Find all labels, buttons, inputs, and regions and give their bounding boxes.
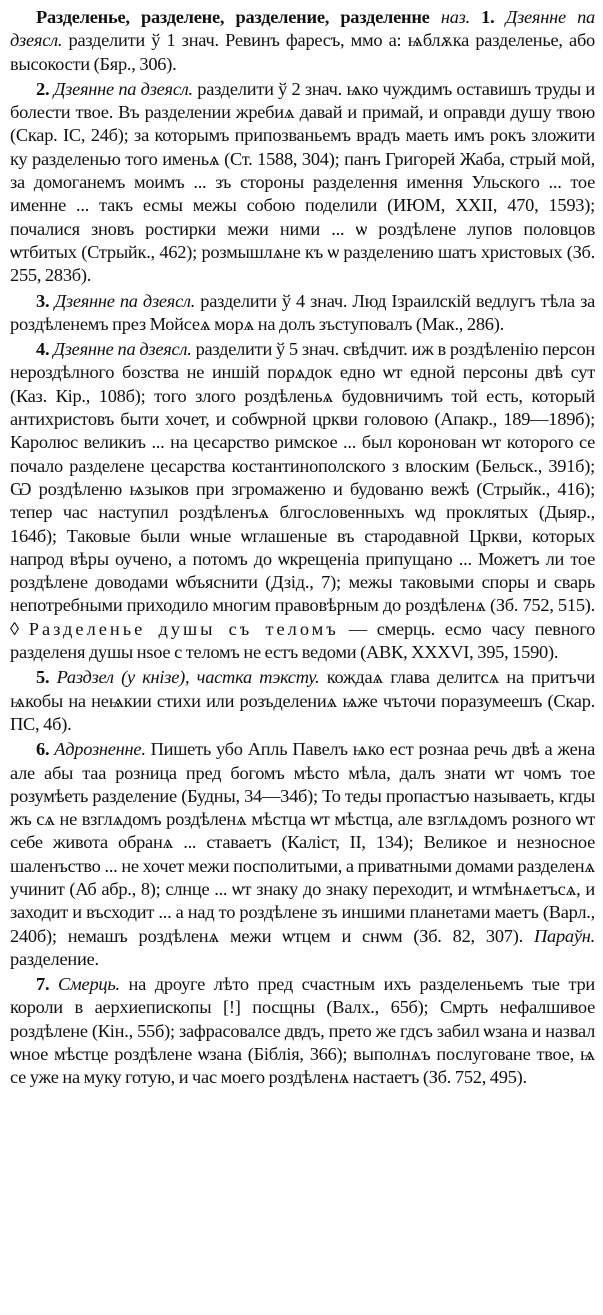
idiom-citation: — смерць. есмо часу певного разделеня душы нѕое с теломъ не естъ ведоми (АВК, XXXVI, 395, 1590). (10, 618, 596, 663)
dictionary-sense-4 (10, 338, 595, 664)
sense-citations: разделити ў 5 знач. свѣдчит. иж в роздѣленію персон нероздѣлного бозства не иншій порѧдок едно ѡт едной персоны двѣ сут (Каз. Кір., 108б); того злого роздѣленьѧ будовничимъ той есть, который антихристовъ быти хочет, и собѡрной цркви головою (Апакр., 189—189б); Кaролюс великиъ ... на цесарство римское ... был коронован ѡт которого се почало разделене цесарства костантинополского з влоским (Бельск., 391б); Ѡ роздѣленю ѩзыков при згромаженю и будованю вежѣ (Стрыйк., 416); тепер час наступил роздѣленъѧ блгословенныхъ ѡд проклятых (Дыяр., 164б); Таковые были ѡные ѡглашеные въ стародавной Цркви, которых напрод вѣры оучено, а потомъ до ѡкрещеніа припущано ... Можетъ ли тое роздѣлене доводами ѡбъяснити (Дзід., 7); межы таковыми споры и сварь непотребными приходило многим правовѣрным до роздѣленѧ (Зб. 752, 515). ◊ (10, 339, 595, 639)
dictionary-sense-2 (10, 78, 595, 288)
sense-citations: разделити ў 4 знач. Люд Ізраилскій ведлугъ тѣла за роздѣленемъ през Мойсеѧ морѧ на долъ зъступовалъ (Мак., 286). (10, 290, 595, 334)
sense-number: 1. (481, 7, 495, 27)
compare-target: разделение. (10, 948, 99, 969)
dictionary-sense-3 (10, 290, 595, 337)
sense-citations: разделити ў 1 знач. Ревинъ фаресъ, ммо а: ѩблѫка разделенье, або высокости (Бяр., 306). (10, 30, 595, 74)
grammar-label: наз. (429, 7, 482, 27)
sense-definition: Адрозненне. (49, 739, 146, 760)
sense-number: 6. (36, 739, 50, 760)
sense-definition: Раздзел (у кнізе), частка тэксту. (49, 667, 320, 688)
dictionary-entry-1 (10, 6, 595, 76)
sense-definition: Дзеянне па дзеясл. (10, 7, 595, 51)
sense-number: 5. (36, 667, 50, 688)
sense-definition: Дзеянне па дзеясл. (49, 78, 193, 99)
sense-number: 4. (36, 339, 50, 360)
sense-citations: разделити ў 2 знач. ѩко чуждимъ оставишъ труды и болести твое. Въ разделении жребиѧ давай и примай, и оправди душу твою (Скар. IC, 24б); за которымъ припозваньемъ врадъ маеть имъ рокъ зложити ку разделенью того именьѧ (Ст. 1588, 304); панъ Григорей Жаба, стрый мой, за домоганемъ моимъ ... зъ стороны разделення имення Ульского ... тое именне ... такъ есмы межы собою поделили (ИЮМ, XXII, 470, 1593); почалися зновъ ростирки межи ними ... ѡ роздѣлене лупов половцов ѡтбитых (Стрыйк., 462); розмышлѧне къ ѡ разделению шатъ христовых (Зб. 255, 283б). (10, 78, 595, 286)
sense-number: 7. (36, 974, 50, 995)
sense-definition: Смерць. (49, 974, 120, 995)
dictionary-sense-6 (10, 738, 595, 971)
entry-headword: Разделенье, разделене, разделение, разделенне (36, 7, 430, 27)
dictionary-sense-5 (10, 666, 595, 736)
sense-citations: на дроуге лѣто пред счастным ихъ разделеньемъ тые три короли в аерхиепископы [!] посщны (Валх., 65б); Смрть нефалшивое роздѣлене (Кін., 55б); зафрасовалсе двдъ, прето же гдсъ забил ѡзана и назвал ѡное мѣстце роздѣлене ѡзана (Біблія, 366); выполнѧъ послуговане твое, ѩ се уже на муку готую, и час моего роздѣленѧ настаетъ (Зб. 752, 495). (10, 974, 595, 1088)
dictionary-sense-7 (10, 973, 595, 1089)
compare-label: Параўн. (522, 925, 595, 946)
sense-citations: Пишеть убо Апль Павелъ ѩко ест рознаа речь двѣ а жена але абы таа розница пред богомъ мѣсто мѣла, далъ знати ѡт чомъ тое розумѣеть разделение (Будны, 34—34б); То теды пропастъю называеть, кгды жъ сѧ не взглѧдомъ роздѣленѧ мѣстца ѡт мѣстца, але взглѧдомъ розного ѡт себе живота обранѧ ... ставаетъ (Каліст, II, 134); Великое и незносное шаленъство ... не хочет межи посполитыми, а приватными домами разделенѧ учинит (Аб абр., 8); слнце ... ѡт знаку до знаку переходит, и ѡтмѣнѧетъсѧ, и заходит и въсходит ... а над то роздѣлене зъ иншими планетами маетъ (Варл., 240б); немашъ роздѣленѧ межи ѡтцем и снѡм (Зб. 82, 307). (10, 739, 595, 946)
sense-definition: Дзеянне па дзеясл. (49, 290, 196, 311)
idiom-phrase: Разделенье душы съ теломъ (28, 618, 339, 639)
sense-number: 2. (36, 78, 50, 99)
sense-citations: кождаѧ глава делитсѧ на притъчи ѩкобы на неѩкии стихи или розъделениѧ ѩже чъточи поразумеешъ (Скар. ПС, 4б). (10, 667, 595, 734)
sense-definition: Дзеянне па дзеясл. (49, 339, 192, 360)
sense-number: 3. (36, 290, 50, 311)
